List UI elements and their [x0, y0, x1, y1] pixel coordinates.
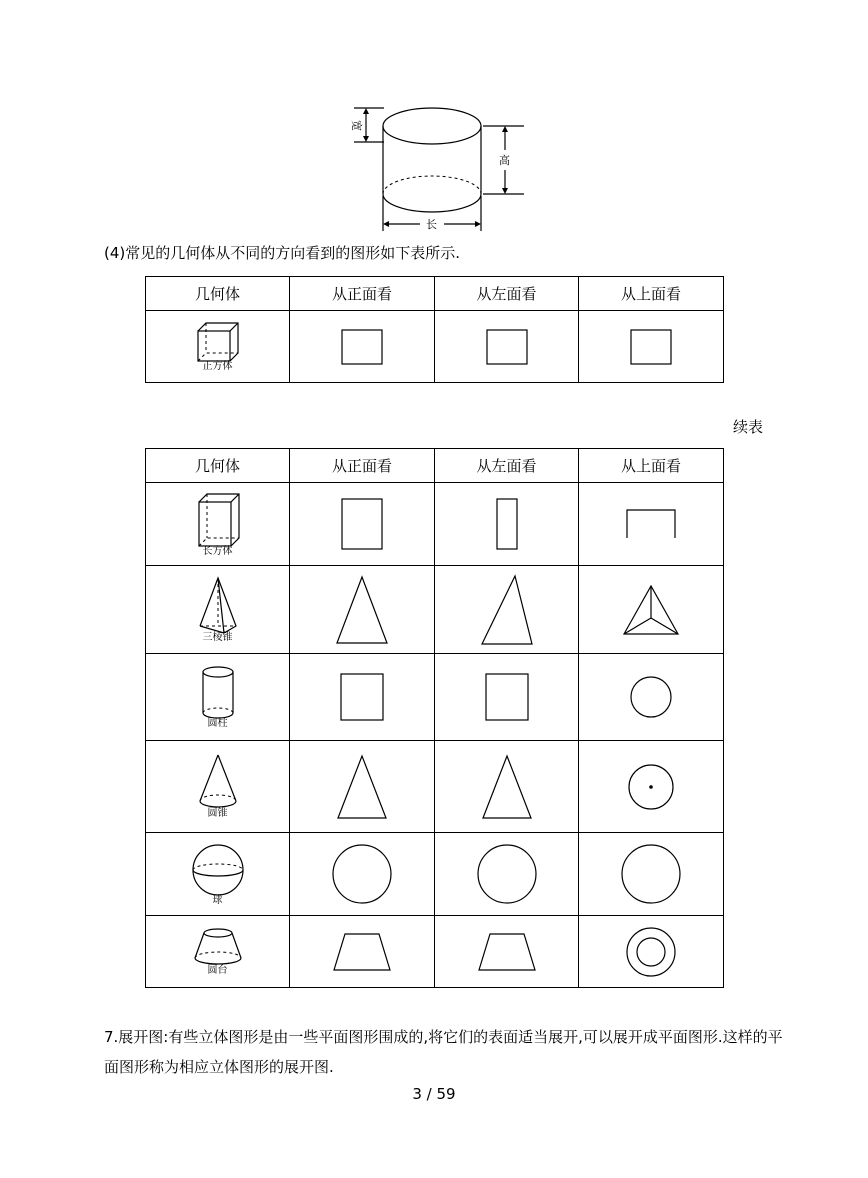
left-view-cell	[435, 741, 579, 833]
front-view-cell	[290, 311, 435, 383]
table-row	[146, 566, 724, 654]
sphere-icon	[191, 843, 245, 897]
top-view-cell	[579, 654, 724, 741]
table-row	[146, 916, 724, 988]
cone-icon	[196, 754, 240, 810]
left-view-cell	[435, 566, 579, 654]
table-row	[146, 741, 724, 833]
length-label: 长	[426, 218, 437, 231]
triangle-view	[482, 755, 532, 819]
top-view-cell	[579, 833, 724, 916]
square-view	[341, 329, 383, 365]
left-view-cell	[435, 311, 579, 383]
views-table-2	[145, 448, 724, 988]
solid-cell	[146, 311, 290, 383]
height-label: 高	[499, 154, 510, 167]
square-view	[340, 673, 384, 721]
narrow-rectangle-view	[496, 498, 518, 550]
cylinder-icon	[200, 666, 236, 720]
front-view-cell	[290, 483, 435, 566]
square-view	[630, 329, 672, 365]
circle-view	[477, 844, 537, 904]
solid-cell	[146, 741, 290, 833]
circle-with-center-dot-view	[628, 764, 674, 810]
triangle-view	[336, 576, 388, 644]
header-front-view: 从正面看	[290, 277, 435, 311]
left-view-cell	[435, 833, 579, 916]
frustum-icon	[191, 927, 245, 967]
table-row	[146, 833, 724, 916]
solid-label: 圆柱	[207, 717, 228, 729]
left-view-cell	[435, 483, 579, 566]
cylinder-dimension-diagram	[340, 100, 540, 235]
solid-cell	[146, 566, 290, 654]
table-row	[146, 483, 724, 566]
front-view-cell	[290, 654, 435, 741]
left-view-cell	[435, 654, 579, 741]
front-view-cell	[290, 566, 435, 654]
top-view-cell	[579, 311, 724, 383]
section-7-text: 7.展开图:有些立体图形是由一些平面图形围成的,将它们的表面适当展开,可以展开成平面图形.这样的平面图形称为相应立体图形的展开图.	[104, 1028, 783, 1076]
circle-view	[630, 676, 672, 718]
rectangle-view	[341, 498, 383, 550]
square-view	[485, 673, 529, 721]
solid-cell	[146, 833, 290, 916]
top-view-cell	[579, 566, 724, 654]
solid-cell	[146, 654, 290, 741]
top-view-cell	[579, 483, 724, 566]
trapezoid-view	[333, 933, 391, 971]
continued-label: 续表	[733, 418, 764, 436]
left-view-cell	[435, 916, 579, 988]
width-label: 宽	[350, 120, 363, 131]
solid-label: 圆台	[207, 965, 228, 976]
solid-label: 三棱锥	[202, 632, 233, 643]
header-front-view: 从正面看	[290, 449, 435, 483]
views-table-1	[145, 276, 724, 383]
solid-cell	[146, 483, 290, 566]
trapezoid-view	[478, 933, 536, 971]
front-view-cell	[290, 916, 435, 988]
triangular-pyramid-icon	[196, 576, 240, 634]
intro-text: (4)常见的几何体从不同的方向看到的图形如下表所示.	[104, 244, 461, 262]
triangle-view	[481, 575, 533, 645]
triangle-with-center-lines-view	[623, 585, 679, 635]
solid-label: 球	[212, 894, 223, 906]
cube-icon	[194, 321, 242, 363]
top-view-cell	[579, 741, 724, 833]
concentric-circles-view	[626, 927, 676, 977]
table-row	[146, 654, 724, 741]
front-view-cell	[290, 833, 435, 916]
header-solid: 几何体	[146, 449, 290, 483]
circle-view	[332, 844, 392, 904]
header-left-view: 从左面看	[435, 449, 579, 483]
solid-label: 长方体	[202, 545, 233, 557]
table-row	[146, 311, 724, 383]
header-top-view: 从上面看	[579, 277, 724, 311]
solid-label: 圆锥	[207, 808, 228, 819]
header-left-view: 从左面看	[435, 277, 579, 311]
solid-label: 正方体	[202, 361, 233, 372]
top-view-cell	[579, 916, 724, 988]
circle-view	[621, 844, 681, 904]
open-rectangle-view	[626, 509, 676, 539]
solid-cell	[146, 916, 290, 988]
page-number: 3 / 59	[412, 1085, 456, 1103]
header-top-view: 从上面看	[579, 449, 724, 483]
header-solid: 几何体	[146, 277, 290, 311]
front-view-cell	[290, 741, 435, 833]
triangle-view	[337, 755, 387, 819]
square-view	[486, 329, 528, 365]
cuboid-icon	[195, 492, 241, 548]
